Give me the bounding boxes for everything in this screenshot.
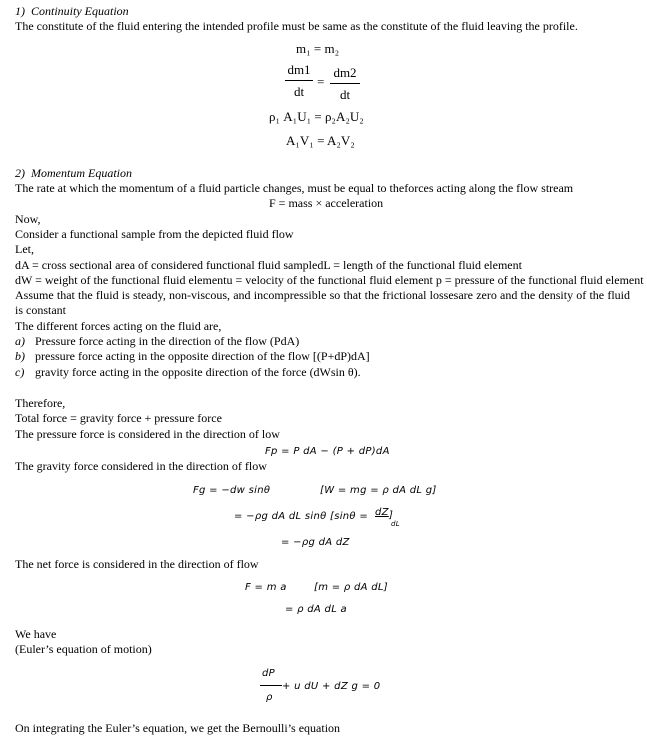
fraction-dm2-dt — [330, 65, 360, 102]
equals-sign: = — [317, 74, 325, 89]
equation-force-mass-acceleration: F = mass × acceleration — [269, 196, 384, 210]
assumption-paragraph: Assume that the fluid is steady, non-viscous, and incompressible so that the frictional lossesare zero and the density of the fluid is constant — [15, 288, 630, 317]
fraction-bar — [330, 83, 360, 84]
forces-list-item — [15, 365, 361, 380]
euler-fraction-bar — [260, 685, 282, 686]
text-total-force: Total force = gravity force + pressure force — [15, 411, 222, 425]
euler-equation-rest: + u dU + dZ g = 0 — [282, 681, 381, 692]
equation-pressure-force: Fp = P dA − (P + dP)dA — [265, 446, 390, 457]
fraction-numerator: dm2 — [333, 65, 357, 80]
text-therefore: Therefore, — [15, 396, 66, 410]
text-let: Let, — [15, 242, 34, 256]
momentum-heading: 2) Momentum Equation — [15, 166, 132, 180]
fraction-denominator: dt — [293, 84, 305, 99]
forces-list-item — [15, 334, 299, 349]
equation-newton-2: = ρ dA dL a — [285, 604, 347, 615]
euler-denominator: ρ — [266, 692, 273, 703]
list-marker: b) — [15, 349, 25, 363]
fraction-denominator: dt — [339, 87, 351, 102]
equation-density-area-velocity: ρ₁ A₁U₁ = ρ₂A₂U₂ — [269, 109, 364, 124]
equation-area-velocity: A₁V₁ = A₂V₂ — [286, 133, 355, 148]
text-now: Now, — [15, 212, 41, 226]
text-integrate: On integrating the Euler’s equation, we get the Bernoulli’s equation — [15, 721, 341, 735]
continuity-heading: 1) Continuity Equation — [15, 4, 129, 18]
text-net-direction: The net force is considered in the direction of flow — [15, 557, 259, 571]
definition-weight-velocity-pressure: dW = weight of the functional fluid elementu = velocity of the functional fluid element p = pressure of the functional fluid element — [15, 273, 644, 287]
text-gravity-direction: The gravity force considered in the direction of flow — [15, 459, 267, 473]
equation-gravity-force-2: = −ρg dA dL sinθ [sinθ = — [234, 511, 369, 522]
text-consider: Consider a functional sample from the depicted fluid flow — [15, 227, 294, 241]
euler-numerator: dP — [262, 668, 275, 679]
fraction-bar — [285, 80, 313, 81]
list-item-text: Pressure force acting in the direction of the flow (PdA) — [35, 334, 300, 348]
forces-intro: The different forces acting on the fluid are, — [15, 319, 222, 333]
list-marker: c) — [15, 365, 25, 379]
list-item-text: pressure force acting in the opposite direction of the flow [(P+dP)dA] — [35, 349, 370, 363]
fraction-numerator-dz: dZ — [375, 507, 389, 518]
fraction-denominator-dl: dL — [391, 520, 400, 528]
text-pressure-direction: The pressure force is considered in the direction of low — [15, 427, 280, 441]
bracket-close: ] — [389, 510, 394, 521]
fraction-numerator: dm1 — [287, 62, 311, 77]
fraction-dm1-dt — [285, 62, 313, 99]
definition-area-length: dA = cross sectional area of considered functional fluid sampledL = length of the functional fluid element — [15, 258, 522, 272]
euler-label: (Euler’s equation of motion) — [15, 642, 152, 656]
momentum-body: The rate at which the momentum of a fluid particle changes, must be equal to theforces acting along the flow stream — [15, 181, 574, 195]
equation-weight: [W = mg = ρ dA dL g] — [320, 485, 437, 496]
equation-mass-element: [m = ρ dA dL] — [314, 582, 388, 593]
equation-gravity-force: Fg = −dw sinθ — [193, 485, 271, 496]
list-marker: a) — [15, 334, 25, 348]
forces-list-item — [15, 349, 370, 364]
list-item-text: gravity force acting in the opposite direction of the force (dWsin θ). — [35, 365, 361, 379]
text-we-have: We have — [15, 627, 57, 641]
equation-mass: m₁ = m₂ — [296, 41, 340, 56]
continuity-body: The constitute of the fluid entering the intended profile must be same as the constitute of the fluid leaving the profile. — [15, 19, 578, 33]
equation-newton: F = m a — [245, 582, 287, 593]
equation-gravity-force-3: = −ρg dA dZ — [281, 537, 350, 548]
